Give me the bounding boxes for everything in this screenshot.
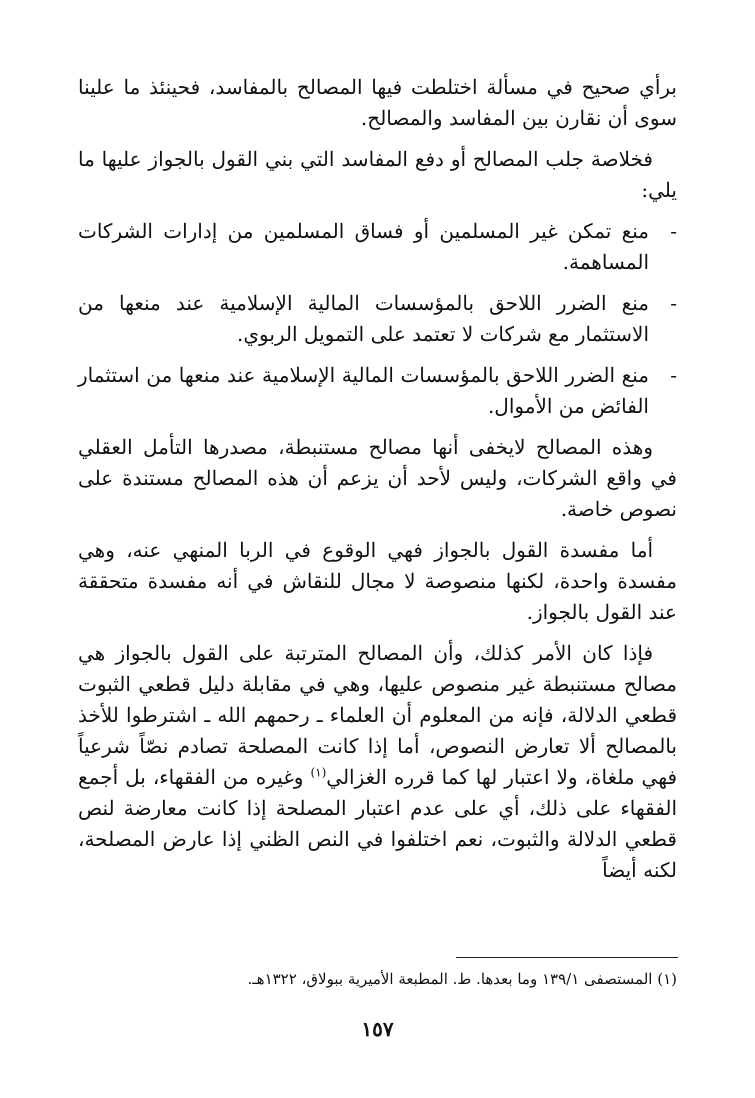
- footnote-divider: [456, 957, 678, 958]
- bullet-item-3: [78, 360, 677, 422]
- paragraph-2: فخلاصة جلب المصالح أو دفع المفاسد التي بني القول بالجواز عليها ما يلي:: [78, 147, 677, 202]
- bullet-item-2: [78, 288, 677, 350]
- body-text: [78, 72, 677, 896]
- footnote-reference[interactable]: (١): [310, 765, 327, 780]
- paragraph-5-text-start: فإذا كان الأمر كذلك، وأن المصالح المترتبة على القول بالجواز هي مصالح مستنبطة غير منصوص عليها، وهي في مقابلة دليل قطعي الثبوت قطعي الدلالة، فإنه من المعلوم أن العلماء ـ رحمهم الله ـ اشترطوا للأخذ بالمصالح ألا تعارض النصوص، أما إذا كانت المصلحة تصادم نصّاً شرعياً فهي ملغاة، ولا اعتبار لها كما قرره الغزالي: [78, 641, 678, 789]
- bullet-text: منع الضرر اللاحق بالمؤسسات المالية الإسلامية عند منعها من الاستثمار مع شركات لا تعتمد على التمويل الربوي.: [78, 291, 649, 346]
- paragraph-5: [78, 638, 677, 886]
- bullet-text: منع الضرر اللاحق بالمؤسسات المالية الإسلامية عند منعها من استثمار الفائض من الأموال.: [78, 363, 649, 418]
- bullet-text: منع تمكن غير المسلمين أو فساق المسلمين من إدارات الشركات المساهمة.: [78, 219, 649, 274]
- paragraph-4: أما مفسدة القول بالجواز فهي الوقوع في الربا المنهي عنه، وهي مفسدة واحدة، لكنها منصوصة لا مجال للنقاش في أنه مفسدة متحققة عند القول بالجواز.: [78, 538, 677, 624]
- paragraph-5-text-end: وغيره من الفقهاء، بل أجمع الفقهاء على ذلك، أي على عدم اعتبار المصلحة إذا كانت معارضة لنص قطعي الدلالة والثبوت، نعم اختلفوا في النص الظني إذا عارض المصلحة، لكنه أيضاً: [78, 765, 677, 882]
- paragraph-1: برأي صحيح في مسألة اختلطت فيها المصالح بالمفاسد، فحينئذ ما علينا سوى أن نقارن بين المفاسد والمصالح.: [78, 75, 677, 130]
- bullet-item-1: [78, 216, 677, 278]
- page-number: ١٥٧: [361, 1017, 394, 1041]
- bullet-dash: -: [670, 219, 677, 243]
- bullet-dash: -: [670, 363, 677, 387]
- footnote: (١) المستصفى ١٣٩/١ وما بعدها. ط. المطبعة الأميرية ببولاق، ١٣٢٢هـ.: [247, 970, 677, 988]
- bullet-dash: -: [670, 291, 677, 315]
- paragraph-3: وهذه المصالح لايخفى أنها مصالح مستنبطة، مصدرها التأمل العقلي في واقع الشركات، وليس لأحد أن يزعم أن هذه المصالح مستندة على نصوص خاصة.: [78, 435, 677, 521]
